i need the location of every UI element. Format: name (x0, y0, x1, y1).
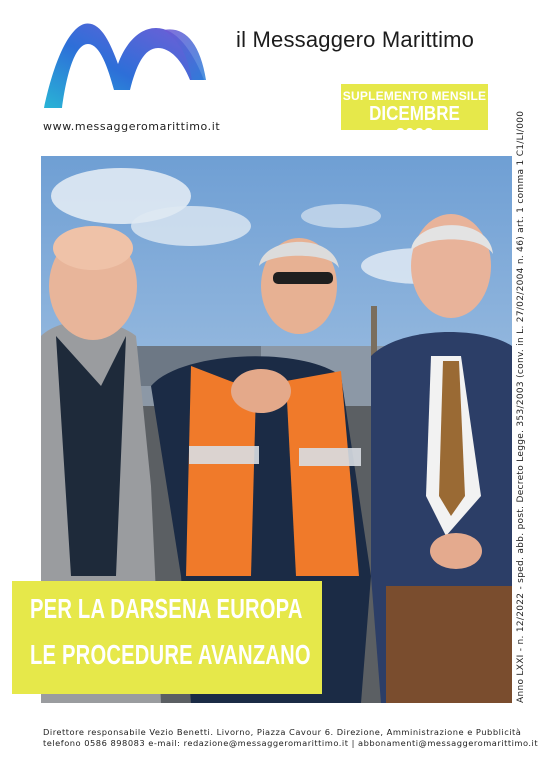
supplement-line-2: DICEMBRE 2022 (369, 103, 460, 147)
footer-line-2: telefono 0586 898083 e-mail: redazione@messaggeromarittimo.it | abbonamenti@messaggeromarittimo.it (43, 738, 539, 748)
supplement-badge (341, 84, 488, 147)
website-link[interactable]: www.messaggeromarittimo.it (43, 120, 221, 133)
supplement-line-1: SUPLEMENTO MENSILE (342, 89, 487, 103)
m-wave-logo-icon (44, 20, 206, 112)
cover-headline (12, 581, 322, 694)
masthead-title: il Messaggero Marittimo (236, 27, 475, 52)
postal-info-vertical: Anno LXXI - n. 12/2022 - sped. abb. post. Decreto Legge. 353/2003 (conv. in L. 27/02/2004 n. 46) art. 1 comma 1 C1/LI/000 (516, 110, 526, 703)
headline-line-2: LE PROCEDURE AVANZANO (30, 639, 311, 670)
footer-info (43, 727, 538, 749)
footer-line-1: Direttore responsabile Vezio Benetti. Livorno, Piazza Cavour 6. Direzione, Amministrazione e Pubblicità (43, 727, 522, 737)
headline-line-1: PER LA DARSENA EUROPA (30, 593, 303, 624)
